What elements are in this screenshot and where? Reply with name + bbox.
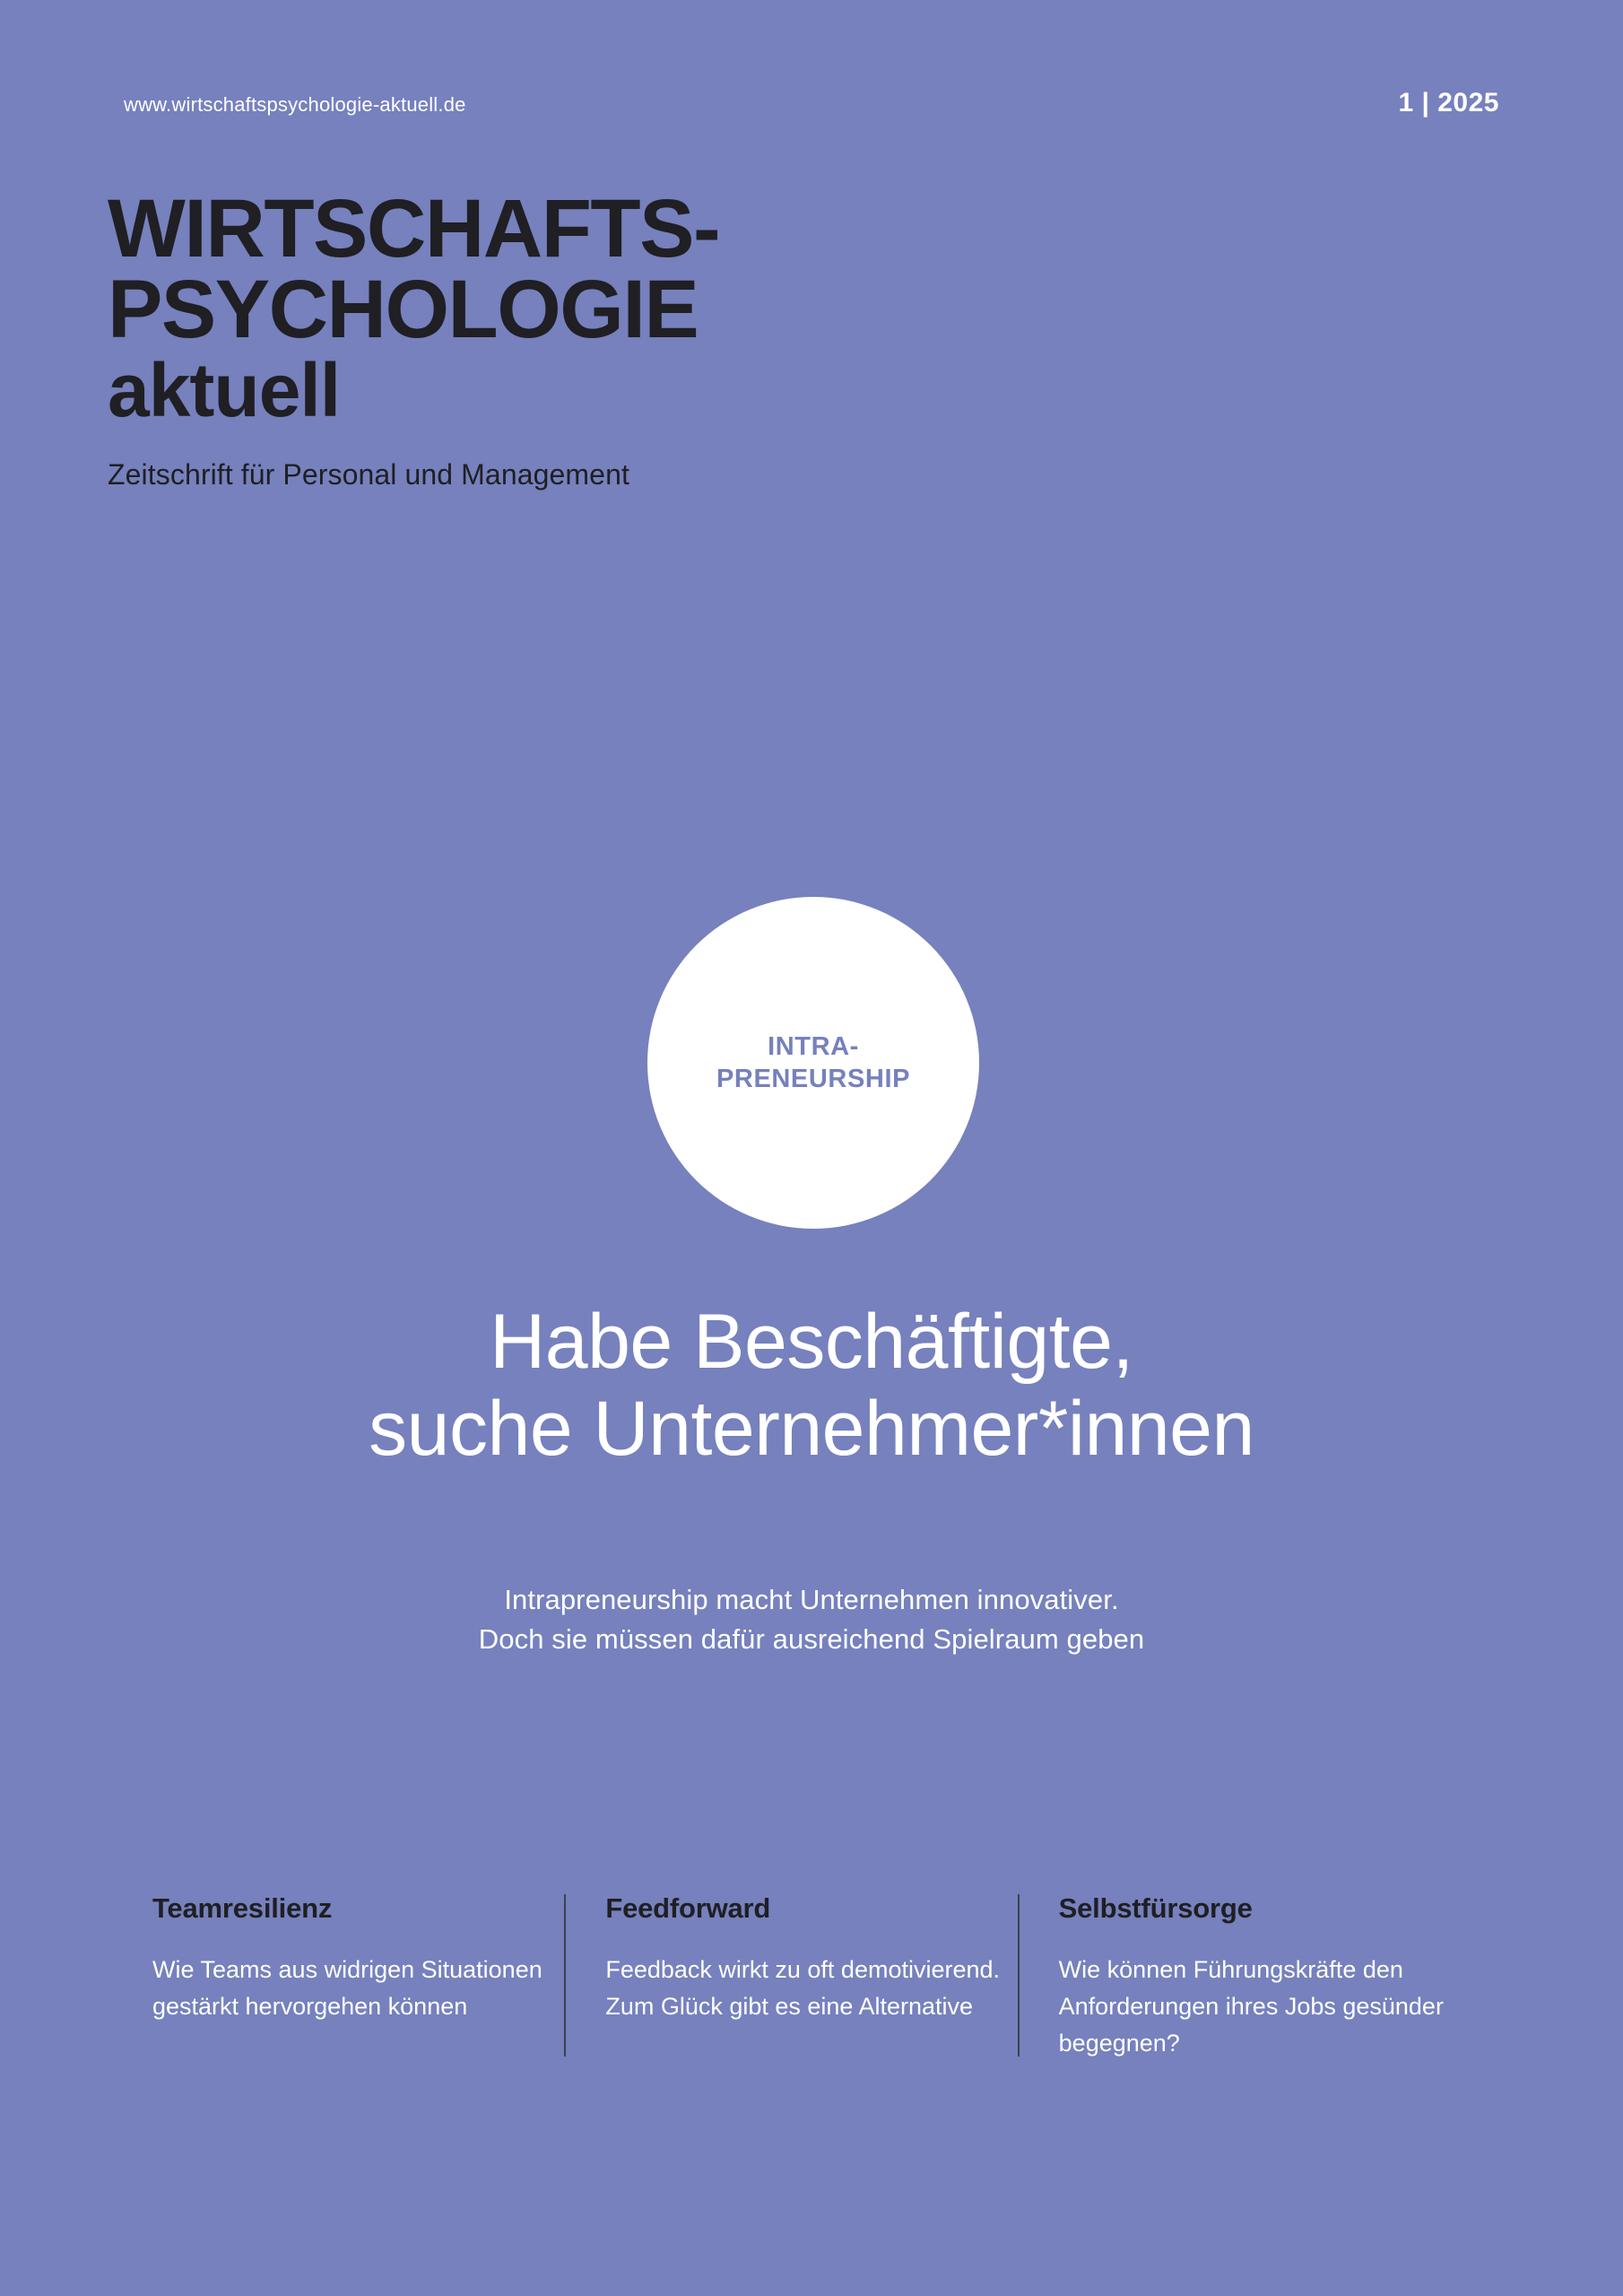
topic-badge-line-2: PRENEURSHIP xyxy=(716,1065,911,1093)
website-url[interactable]: www.wirtschaftspsychologie-aktuell.de xyxy=(124,93,466,116)
cover-headline xyxy=(0,1299,1623,1473)
teaser-item xyxy=(152,1892,564,2062)
teaser-title: Teamresilienz xyxy=(152,1892,333,1924)
teaser-item xyxy=(1018,1892,1471,2062)
masthead-line-3: aktuell xyxy=(108,348,341,433)
cover-headline-line-1: Habe Beschäftigte, xyxy=(490,1299,1133,1385)
teaser-body: Feedback wirkt zu oft demotivierend. Zum Glück gibt es eine Alternative xyxy=(605,1956,1001,2021)
teaser-title: Selbstfürsorge xyxy=(1058,1892,1253,1924)
cover-subheadline xyxy=(0,1580,1623,1659)
teaser-title: Feedforward xyxy=(605,1892,771,1924)
topic-badge-line-1: INTRA- xyxy=(768,1031,859,1061)
teaser-body: Wie können Führungskräfte den Anforderungen ihres Jobs gesünder begegnen? xyxy=(1058,1956,1444,2057)
cover-subheadline-line-2: Doch sie müssen dafür ausreichend Spielraum geben xyxy=(478,1623,1145,1656)
teaser-item xyxy=(564,1892,1017,2062)
masthead-line-2: PSYCHOLOGIE xyxy=(108,264,699,356)
cover-headline-line-2: suche Unternehmer*innen xyxy=(369,1386,1254,1473)
masthead-line-1: WIRTSCHAFTS- xyxy=(108,183,720,274)
cover-top-bar xyxy=(124,88,1499,118)
cover-subheadline-line-1: Intrapreneurship macht Unternehmen innovativer. xyxy=(504,1584,1119,1615)
masthead-subtitle: Zeitschrift für Personal und Management xyxy=(108,457,629,491)
teaser-body: Wie Teams aus widrigen Situationen gestärkt hervorgehen können xyxy=(152,1956,542,2021)
issue-number: 1 | 2025 xyxy=(1398,88,1499,117)
masthead xyxy=(108,183,720,491)
teaser-row xyxy=(152,1892,1471,2062)
topic-badge xyxy=(647,897,979,1229)
